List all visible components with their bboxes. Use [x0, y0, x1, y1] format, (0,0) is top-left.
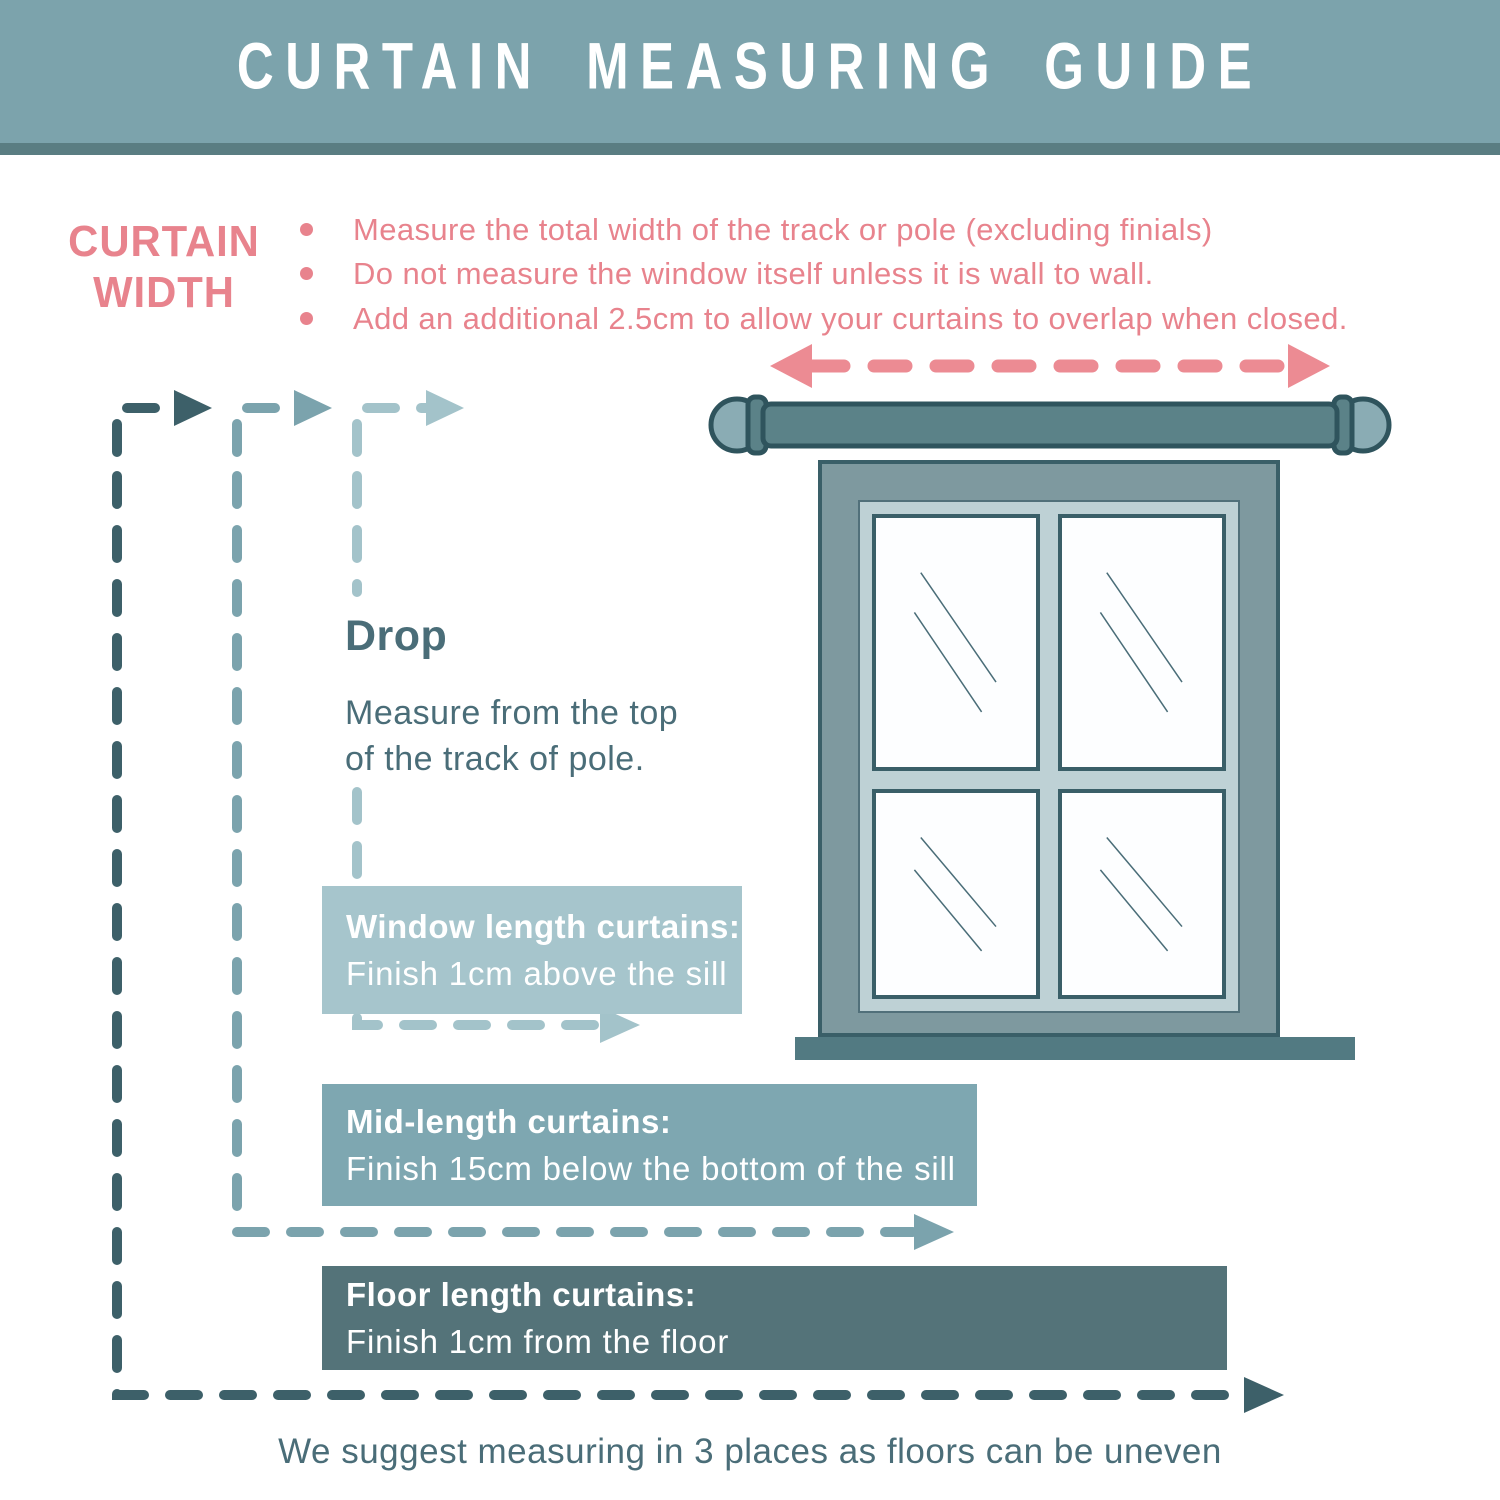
page-title: CURTAIN MEASURING GUIDE	[236, 29, 1264, 104]
bullet-text: Measure the total width of the track or pole (excluding finials)	[353, 212, 1213, 247]
curtain-width-bullet-list	[292, 213, 1482, 346]
list-item	[292, 213, 1482, 246]
drop-description-line1: Measure from the top	[345, 694, 679, 732]
bullet-dot-icon	[300, 312, 313, 325]
window-illustration	[818, 460, 1280, 1037]
window-pane-icon	[872, 514, 1040, 771]
window-pane-grid	[872, 514, 1226, 999]
floor-length-title: Floor length curtains:	[346, 1275, 697, 1313]
bullet-text: Do not measure the window itself unless it is wall to wall.	[353, 256, 1154, 292]
mid-length-box	[322, 1084, 977, 1206]
window-length-detail: Finish 1cm above the sill	[346, 954, 728, 992]
window-length-box	[322, 886, 742, 1014]
window-inner-frame	[858, 500, 1240, 1013]
floor-length-detail: Finish 1cm from the floor	[346, 1322, 730, 1360]
header-banner	[0, 0, 1500, 155]
bullet-text: Add an additional 2.5cm to allow your curtains to overlap when closed.	[353, 300, 1348, 336]
bullet-dot-icon	[300, 267, 313, 280]
window-pane-icon	[872, 789, 1040, 999]
banner-accent-strip	[0, 143, 1500, 155]
window-sill	[795, 1037, 1355, 1060]
footer-note: We suggest measuring in 3 places as floors can be uneven	[278, 1432, 1222, 1471]
curtain-width-label	[54, 216, 274, 318]
window-pane-icon	[1058, 514, 1226, 771]
curtain-pole-icon	[711, 397, 1389, 453]
curtain-width-label-line2: WIDTH	[93, 268, 235, 318]
curtain-width-arrow-icon	[770, 344, 1330, 388]
floor-length-box	[322, 1266, 1227, 1370]
mid-length-title: Mid-length curtains:	[346, 1102, 672, 1140]
curtain-width-label-line1: CURTAIN	[68, 217, 260, 266]
drop-description-line2: of the track of pole.	[345, 739, 645, 778]
drop-heading: Drop	[345, 612, 448, 660]
list-item	[292, 257, 1482, 290]
bullet-dot-icon	[300, 223, 313, 236]
drop-section	[345, 612, 745, 782]
window-pane-icon	[1058, 789, 1226, 999]
window-length-title: Window length curtains:	[346, 907, 741, 945]
drop-description	[345, 691, 745, 782]
list-item	[292, 302, 1482, 335]
mid-length-detail: Finish 15cm below the bottom of the sill	[346, 1149, 956, 1187]
